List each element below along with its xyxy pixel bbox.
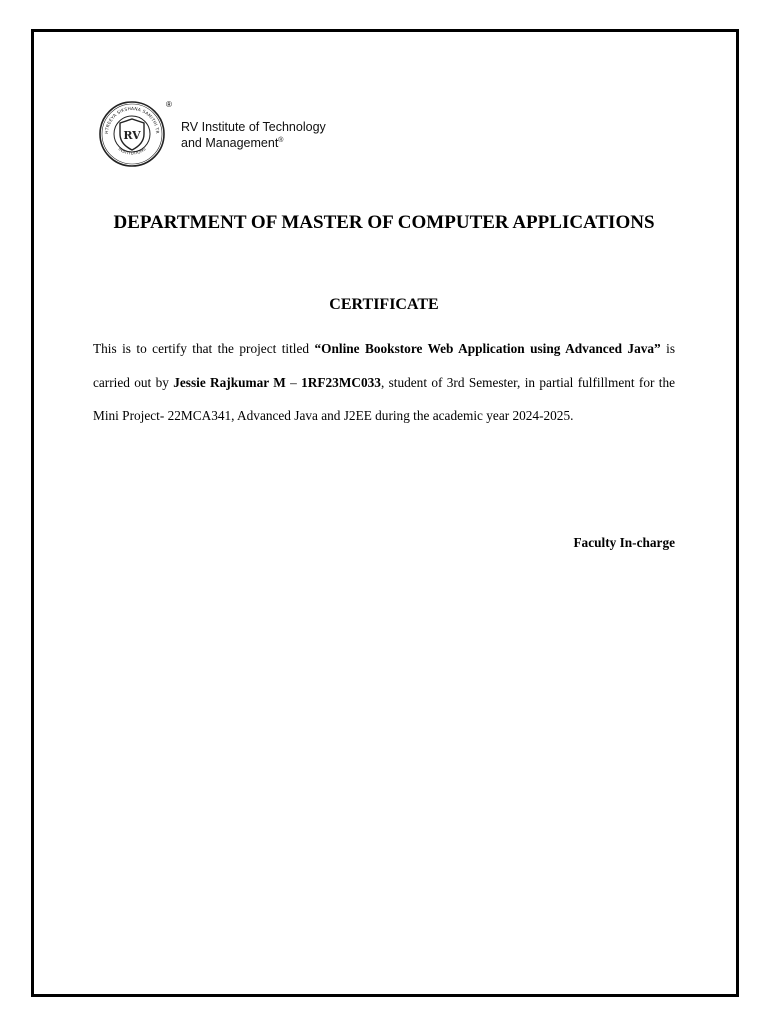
body-text-details: , student of 3rd Semester, in partial fulfillment for the Mini Project- 22MCA341, Advanced Java and J2EE during the academic year 2024-2025. [93, 374, 675, 423]
registered-mark: ® [166, 100, 172, 109]
body-text-carried: is carried out by [93, 341, 675, 390]
certificate-body [93, 332, 675, 433]
body-text-intro: This is to certify that the project titled [93, 341, 315, 356]
institution-name-line2-wrap [181, 135, 326, 151]
certificate-title: CERTIFICATE [329, 296, 439, 313]
registered-mark-name: ® [278, 136, 284, 144]
department-title: DEPARTMENT OF MASTER OF COMPUTER APPLICATIONS [113, 212, 655, 233]
body-text-dash: – [285, 374, 302, 390]
institution-name [181, 119, 326, 151]
svg-text:INSTITUTIONS: INSTITUTIONS [116, 147, 148, 157]
student-name: Jessie Rajkumar M [173, 374, 286, 390]
institution-name-line2: and Management [181, 136, 279, 150]
rv-seal-icon [98, 100, 166, 168]
svg-text:RV: RV [123, 129, 141, 142]
student-usn: 1RF23MC033 [301, 374, 381, 390]
page-border [31, 29, 739, 997]
faculty-signatory: Faculty In-charge [573, 535, 675, 550]
svg-text:RASHTREEYA SIKSHANA SAMITHI TR: HTREEYA SIKSHANA SAMITHI TR [104, 106, 160, 135]
institution-logo [98, 100, 368, 172]
institution-name-line1: RV Institute of Technology [181, 120, 326, 134]
project-title: “Online Bookstore Web Application using Advanced Java” [314, 341, 661, 356]
